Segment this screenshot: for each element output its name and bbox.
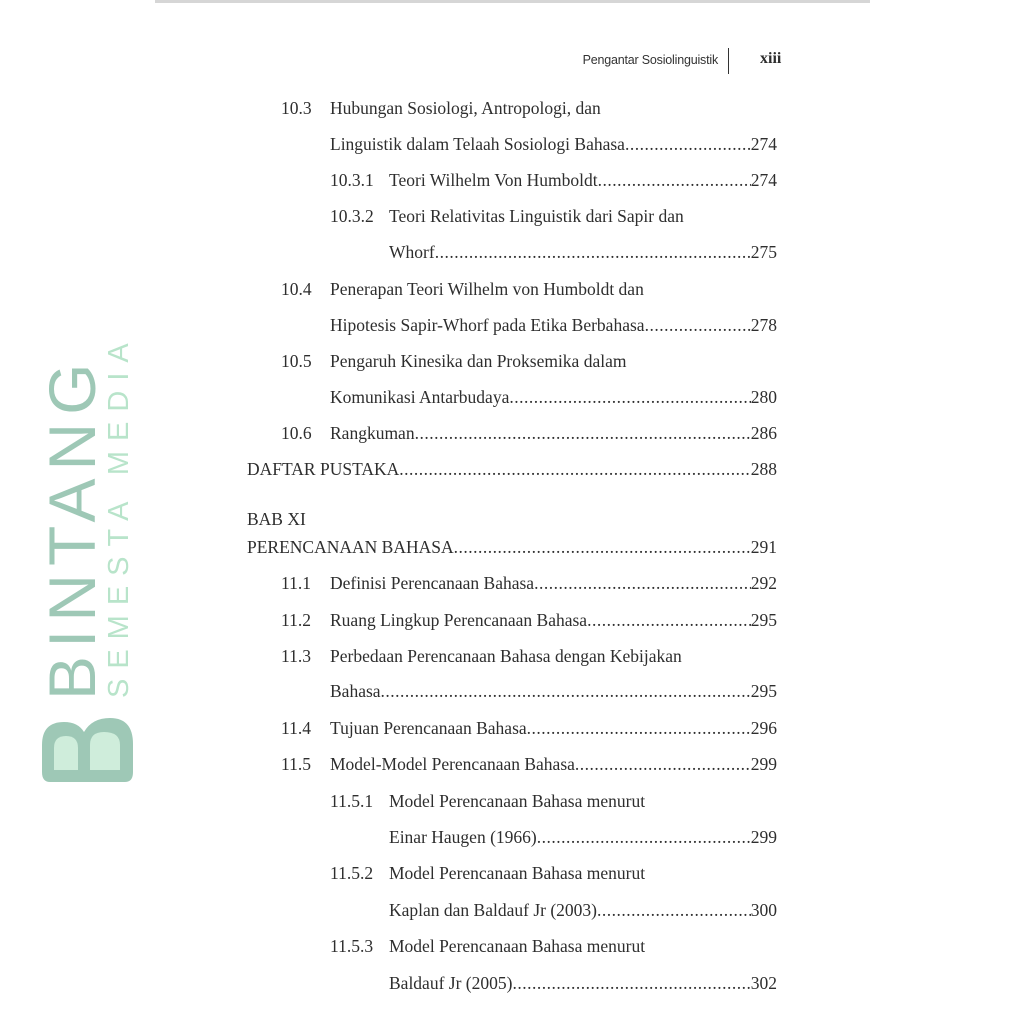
leader-dots [534, 571, 751, 595]
publisher-watermark [35, 300, 140, 790]
leader-dots [381, 679, 751, 703]
leader-dots [435, 240, 751, 264]
entry-number: 11.2 [281, 610, 311, 630]
entry-title: Penerapan Teori Wilhelm von Humboldt dan [330, 279, 644, 299]
toc-entry [247, 535, 777, 559]
entry-page: 286 [750, 423, 777, 443]
page-header [0, 48, 1024, 78]
leader-dots [587, 608, 751, 632]
entry-title: Kaplan dan Baldauf Jr (2003) [389, 900, 597, 920]
watermark-sub: SEMESTA MEDIA [103, 333, 135, 698]
entry-number: 10.4 [281, 279, 312, 299]
toc-entry [247, 507, 777, 531]
leader-dots [598, 168, 751, 192]
toc-entry [330, 825, 777, 849]
entry-page: 299 [750, 754, 777, 774]
entry-title: PERENCANAAN BAHASA [247, 537, 454, 557]
entry-number: 11.5.1 [330, 791, 374, 811]
toc-entry [281, 421, 777, 445]
entry-number: 11.5.3 [330, 936, 374, 956]
leader-dots [527, 716, 751, 740]
entry-title: DAFTAR PUSTAKA [247, 459, 400, 479]
entry-page: 288 [750, 459, 777, 479]
toc-entry [330, 240, 777, 264]
entry-page: 292 [750, 573, 777, 593]
entry-title: Komunikasi Antarbudaya [330, 387, 510, 407]
entry-page: 300 [750, 900, 777, 920]
entry-title: Linguistik dalam Telaah Sosiologi Bahasa [330, 134, 625, 154]
entry-title: Teori Relativitas Linguistik dari Sapir dan [389, 206, 684, 226]
entry-number: 11.4 [281, 718, 311, 738]
entry-page: 295 [750, 681, 777, 701]
leader-dots [597, 898, 751, 922]
entry-title: Hipotesis Sapir-Whorf pada Etika Berbahasa [330, 315, 645, 335]
entry-number: 11.5.2 [330, 863, 374, 883]
entry-title: Tujuan Perencanaan Bahasa [330, 718, 527, 738]
leader-dots [512, 971, 750, 995]
leader-dots [537, 825, 751, 849]
entry-number: 10.3.1 [330, 170, 374, 190]
toc-entry [281, 752, 777, 776]
entry-title: Teori Wilhelm Von Humboldt [389, 170, 598, 190]
entry-title: BAB XI [247, 509, 306, 529]
entry-number: 11.1 [281, 573, 311, 593]
entry-number: 11.5 [281, 754, 311, 774]
entry-number: 10.5 [281, 351, 312, 371]
entry-title: Rangkuman [330, 423, 415, 443]
entry-title: Bahasa [330, 681, 381, 701]
toc-entry [330, 934, 777, 958]
toc-entry [330, 898, 777, 922]
toc-entry [330, 789, 777, 813]
toc-entry [281, 644, 777, 668]
toc-entry [281, 313, 777, 337]
toc-entry [281, 679, 777, 703]
toc-entry [281, 385, 777, 409]
entry-title: Pengaruh Kinesika dan Proksemika dalam [330, 351, 627, 371]
leader-dots [399, 457, 750, 481]
toc-entry [330, 204, 777, 228]
entry-page: 280 [750, 387, 777, 407]
toc-entry [330, 861, 777, 885]
entry-title: Model Perencanaan Bahasa menurut [389, 791, 646, 811]
entry-page: 295 [750, 610, 777, 630]
entry-page: 274 [750, 170, 777, 190]
entry-page: 274 [750, 134, 777, 154]
entry-title: Ruang Lingkup Perencanaan Bahasa [330, 610, 588, 630]
leader-dots [625, 132, 751, 156]
entry-page: 302 [750, 973, 777, 993]
leader-dots [415, 421, 751, 445]
toc-entry [281, 132, 777, 156]
entry-title: Model Perencanaan Bahasa menurut [389, 936, 646, 956]
entry-number: 11.3 [281, 646, 311, 666]
toc-entry [330, 168, 777, 192]
watermark-brand: BINTANG [35, 355, 109, 700]
entry-title: Model-Model Perencanaan Bahasa [330, 754, 575, 774]
entry-title: Hubungan Sosiologi, Antropologi, dan [330, 98, 601, 118]
entry-title: Definisi Perencanaan Bahasa [330, 573, 535, 593]
leader-dots [454, 535, 751, 559]
entry-page: 291 [750, 537, 777, 557]
entry-number: 10.3.2 [330, 206, 374, 226]
entry-title: Model Perencanaan Bahasa menurut [389, 863, 646, 883]
entry-number: 10.6 [281, 423, 312, 443]
entry-page: 275 [750, 242, 777, 262]
entry-page: 278 [750, 315, 777, 335]
toc-entry [281, 608, 777, 632]
book-logo-icon [40, 718, 135, 790]
toc-entry [281, 277, 777, 301]
entry-title: Baldauf Jr (2005) [389, 973, 513, 993]
entry-page: 296 [750, 718, 777, 738]
toc-entry [281, 571, 777, 595]
entry-title: Einar Haugen (1966) [389, 827, 537, 847]
running-title: Pengantar Sosiolinguistik [582, 53, 718, 67]
leader-dots [645, 313, 751, 337]
leader-dots [509, 385, 750, 409]
entry-number: 10.3 [281, 98, 312, 118]
entry-title: Whorf [389, 242, 435, 262]
leader-dots [575, 752, 751, 776]
toc-entry [281, 716, 777, 740]
toc-entry [281, 96, 777, 120]
entry-title: Perbedaan Perencanaan Bahasa dengan Kebijakan [330, 646, 682, 666]
toc-entry [247, 457, 777, 481]
entry-page: 299 [750, 827, 777, 847]
top-border [155, 0, 870, 3]
header-divider [728, 48, 729, 74]
toc-entry [330, 971, 777, 995]
page-number: xiii [760, 50, 782, 67]
toc-entry [281, 349, 777, 373]
